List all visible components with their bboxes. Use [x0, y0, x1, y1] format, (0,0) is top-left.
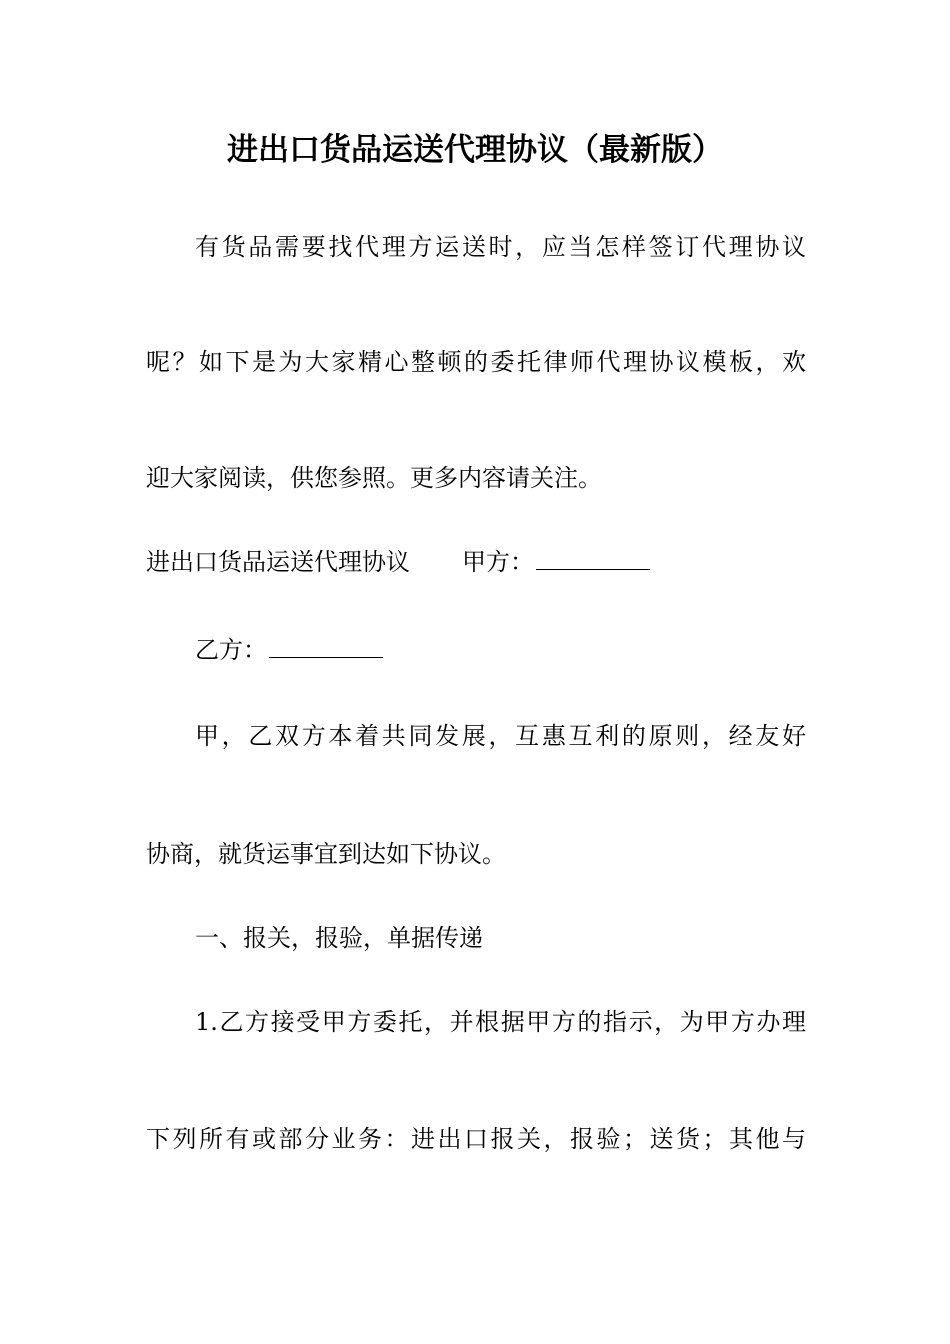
intro-line-3: 迎大家阅读，供您参照。更多内容请关注。 — [146, 464, 602, 492]
intro-line-2: 呢？如下是为大家精心整顿的委托律师代理协议模板，欢 — [146, 348, 806, 376]
agreement-heading-line — [146, 545, 806, 579]
party-b-blank — [269, 635, 383, 658]
section-1-title: 一、报关，报验，单据传递 — [195, 924, 483, 952]
item-1-line-1: 1.乙方接受甲方委托，并根据甲方的指示，为甲方办理 — [195, 1008, 806, 1036]
party-b-label: 乙方： — [195, 636, 267, 664]
party-b-line — [195, 633, 806, 667]
agreement-name: 进出口货品运送代理协议 — [146, 548, 410, 576]
party-a-blank — [536, 547, 650, 570]
document-title: 进出口货品运送代理协议（最新版） — [227, 132, 723, 168]
para-line-1: 甲，乙双方本着共同发展，互惠互利的原则，经友好 — [195, 722, 806, 750]
intro-line-1: 有货品需要找代理方运送时，应当怎样签订代理协议 — [195, 233, 806, 261]
party-a-label: 甲方： — [462, 548, 534, 576]
para-line-2: 协商，就货运事宜到达如下协议。 — [146, 840, 506, 868]
item-1-line-2: 下列所有或部分业务：进出口报关，报验；送货；其他与 — [146, 1125, 806, 1153]
